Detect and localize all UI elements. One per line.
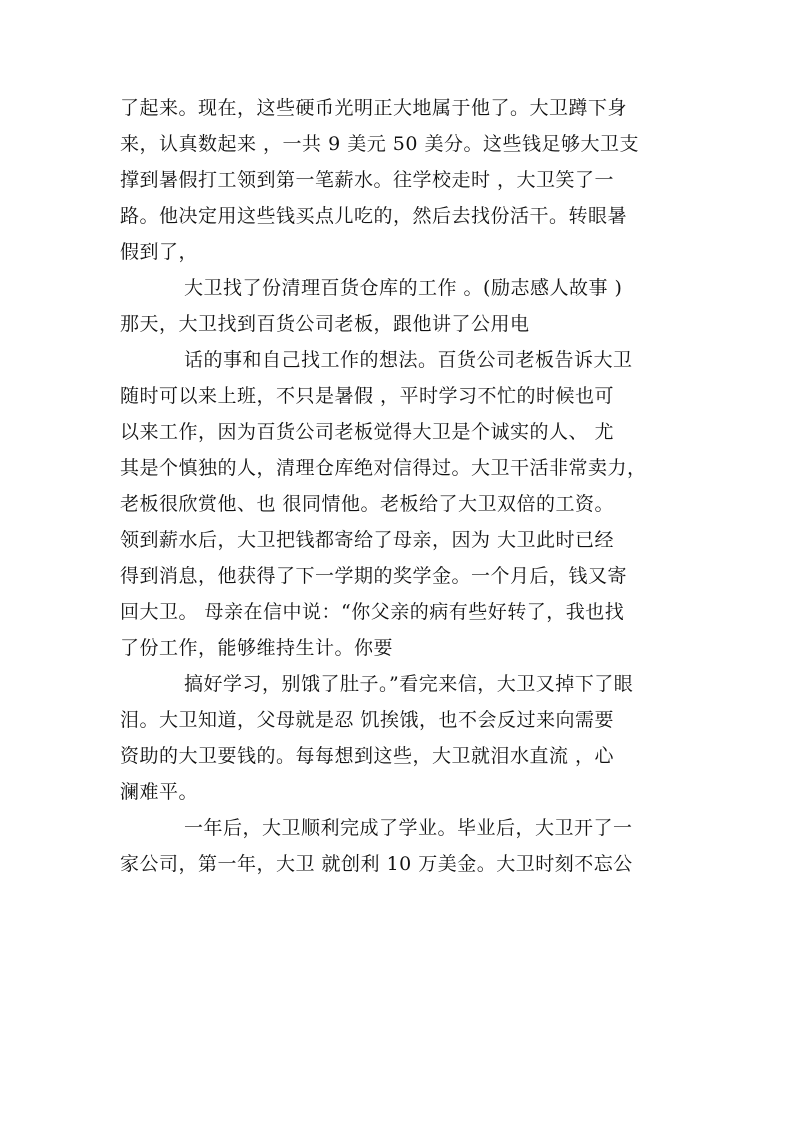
- text-line-8: 话的事和自己找工作的想法。百货公司老板告诉大卫: [184, 349, 633, 371]
- text-line-13: 领到薪水后，大卫把钱都寄给了母亲，因为 大卫此时已经: [120, 529, 615, 551]
- body-text: [120, 90, 680, 882]
- text-line-1: 了起来。现在，这些硬币光明正大地属于他了。大卫蹲下身: [120, 97, 628, 119]
- text-line-6: 大卫找了份清理百货仓库的工作 。(励志感人故事 ): [184, 277, 623, 299]
- text-line-4: 路。他决定用这些钱买点儿吃的，然后去找份活干。转眼暑: [120, 205, 628, 227]
- text-line-10: 以来工作，因为百货公司老板觉得大卫是个诚实的人、 尤: [120, 421, 615, 443]
- text-line-22: 家公司，第一年，大卫 就创利 10 万美金。大卫时刻不忘公: [120, 853, 633, 875]
- text-line-9: 随时可以来上班，不只是暑假 ，平时学习不忙的时候也可: [120, 385, 615, 407]
- text-line-14: 得到消息，他获得了下一学期的奖学金。一个月后，钱又寄: [120, 565, 628, 587]
- text-line-7: 那天，大卫找到百货公司老板，跟他讲了公用电: [120, 313, 530, 335]
- text-line-11: 其是个慎独的人，清理仓库绝对信得过。大卫干活非常卖力，: [120, 457, 647, 479]
- text-line-5: 假到了，: [120, 241, 199, 263]
- text-line-16: 了份工作，能够维持生计。你要: [120, 637, 394, 659]
- text-line-2: 来，认真数起来 ，一共 9 美元 50 美分。这些钱足够大卫支: [120, 133, 639, 155]
- text-line-19: 资助的大卫要钱的。每每想到这些，大卫就泪水直流 ，心: [120, 745, 615, 767]
- text-line-18: 泪。大卫知道，父母就是忍 饥挨饿，也不会反过来向需要: [120, 709, 615, 731]
- text-line-15: 回大卫。 母亲在信中说：“你父亲的病有些好转了，我也找: [120, 601, 625, 623]
- text-line-20: 澜难平。: [120, 781, 199, 803]
- text-line-21: 一年后，大卫顺利完成了学业。毕业后，大卫开了一: [184, 817, 633, 839]
- text-line-17: 搞好学习，别饿了肚子。”看完来信，大卫又掉下了眼: [184, 673, 634, 695]
- text-line-12: 老板很欣赏他、也 很同情他。老板给了大卫双倍的工资。: [120, 493, 615, 515]
- text-line-3: 撑到暑假打工领到第一笔薪水。往学校走时 ，大卫笑了一: [120, 169, 615, 191]
